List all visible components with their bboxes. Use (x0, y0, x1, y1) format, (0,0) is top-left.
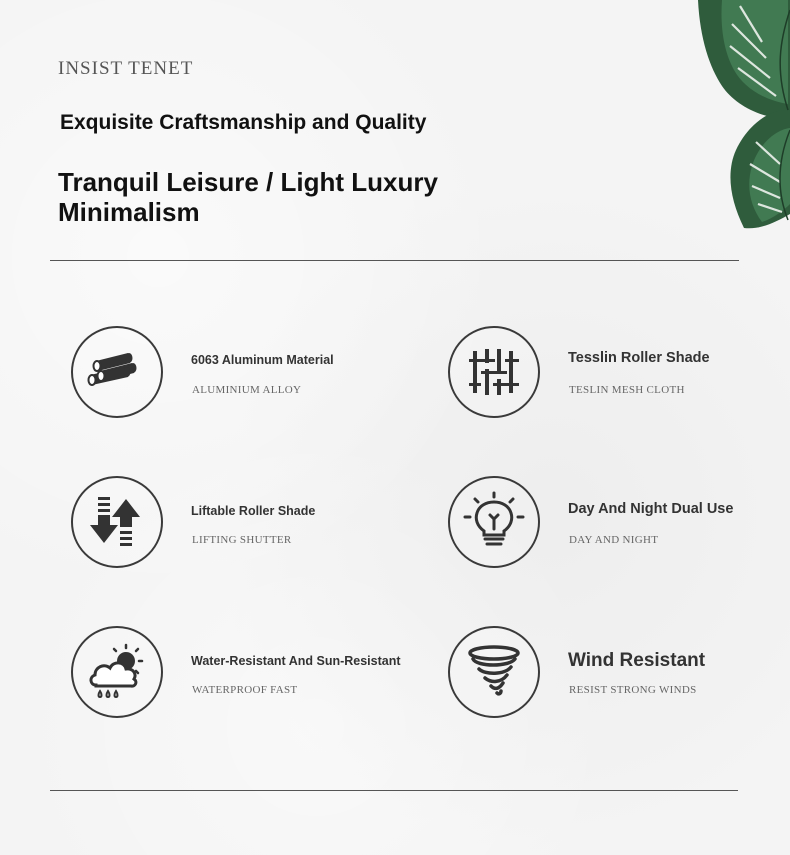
feature-icon-circle (71, 326, 163, 418)
aluminum-pipes-icon (86, 341, 148, 403)
mesh-cloth-icon (463, 341, 525, 403)
feature-title: Liftable Roller Shade (191, 504, 316, 518)
feature-title: 6063 Aluminum Material (191, 353, 334, 367)
feature-water-sun (71, 626, 401, 720)
feature-subtitle: WATERPROOF FAST (192, 684, 298, 696)
feature-icon-circle (448, 326, 540, 418)
page-title-line-2: Minimalism (58, 197, 200, 227)
feature-title: Day And Night Dual Use (568, 501, 734, 517)
feature-subtitle: RESIST STRONG WINDS (569, 684, 697, 696)
feature-title: Tesslin Roller Shade (568, 350, 710, 366)
page-title (58, 167, 478, 227)
feature-liftable (71, 476, 401, 570)
feature-icon-circle (448, 476, 540, 568)
feature-aluminum (71, 326, 401, 420)
feature-subtitle: ALUMINIUM ALLOY (192, 384, 302, 396)
feature-title: Water-Resistant And Sun-Resistant (191, 654, 401, 668)
section-subtitle: Exquisite Craftsmanship and Quality (60, 111, 427, 134)
tornado-icon (463, 641, 525, 703)
up-down-arrows-icon (86, 491, 148, 553)
feature-icon-circle (448, 626, 540, 718)
feature-icon-circle (71, 476, 163, 568)
feature-tesslin (448, 326, 778, 420)
feature-wind (448, 626, 778, 720)
top-divider (50, 260, 739, 261)
page-title-line-1: Tranquil Leisure / Light Luxury (58, 167, 438, 197)
feature-subtitle: TESLIN MESH CLOTH (569, 384, 685, 396)
bottom-divider (50, 790, 738, 791)
feature-title: Wind Resistant (568, 650, 706, 671)
feature-subtitle: LIFTING SHUTTER (192, 534, 292, 546)
feature-icon-circle (71, 626, 163, 718)
monstera-leaf-decoration (640, 0, 790, 232)
feature-day-night (448, 476, 778, 570)
eyebrow-text: INSIST TENET (58, 58, 194, 79)
light-bulb-icon (463, 491, 525, 553)
weather-icon (86, 641, 148, 703)
feature-subtitle: DAY AND NIGHT (569, 534, 659, 546)
